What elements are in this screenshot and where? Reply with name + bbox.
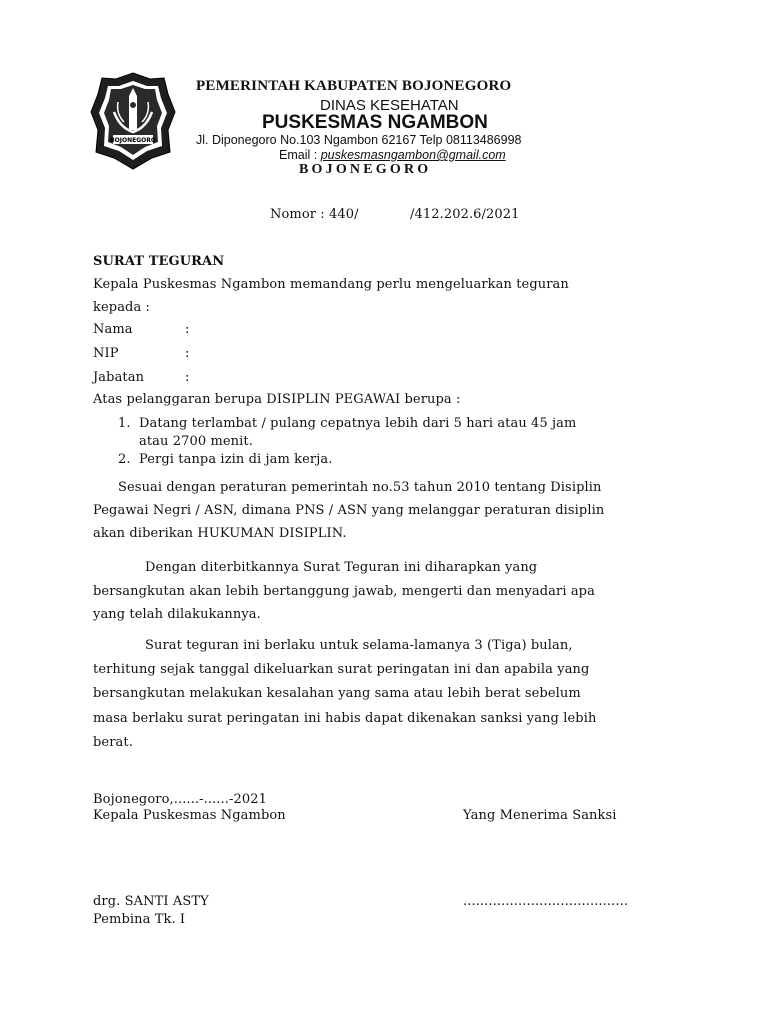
field-label-jabatan: Jabatan	[93, 370, 145, 385]
field-separator: :	[185, 322, 190, 337]
field-separator: :	[185, 370, 190, 385]
kop-department-title: DINAS KESEHATAN	[320, 97, 459, 114]
intro-line-1: Kepala Puskesmas Ngambon memandang perlu mengeluarkan teguran	[93, 277, 569, 292]
kop-city: BOJONEGORO	[299, 162, 432, 177]
bojonegoro-regency-emblem-icon	[90, 72, 176, 170]
email-link[interactable]: puskesmasngambon@gmail.com	[320, 148, 506, 162]
recipient-title: Yang Menerima Sanksi	[463, 808, 617, 823]
para3-line-1: Surat teguran ini berlaku untuk selama-lamanya 3 (Tiga) bulan,	[145, 638, 573, 653]
kop-address: Jl. Diponegoro No.103 Ngambon 62167 Telp 08113486998	[196, 133, 522, 147]
signer-title: Kepala Puskesmas Ngambon	[93, 808, 286, 823]
field-separator: :	[185, 346, 190, 361]
para1-line-2: Pegawai Negri / ASN, dimana PNS / ASN yang melanggar peraturan disiplin	[93, 503, 605, 518]
violation-number: 2.	[118, 452, 131, 467]
para2-line-1: Dengan diterbitkannya Surat Teguran ini diharapkan yang	[145, 560, 538, 575]
para1-line-1: Sesuai dengan peraturan pemerintah no.53 tahun 2010 tentang Disiplin	[118, 480, 602, 495]
para2-line-2: bersangkutan akan lebih bertanggung jawab, mengerti dan menyadari apa	[93, 584, 595, 599]
signer-rank: Pembina Tk. I	[93, 912, 186, 927]
para3-line-5: berat.	[93, 735, 133, 750]
kop-email-line	[279, 148, 506, 162]
field-label-nama: Nama	[93, 322, 133, 337]
intro-line-2: kepada :	[93, 300, 151, 315]
email-label: Email :	[279, 148, 321, 162]
letter-number-suffix: /412.202.6/2021	[410, 207, 520, 222]
violation-intro: Atas pelanggaran berupa DISIPLIN PEGAWAI berupa :	[93, 392, 461, 407]
para1-line-3: akan diberikan HUKUMAN DISIPLIN.	[93, 526, 347, 541]
para3-line-4: masa berlaku surat peringatan ini habis dapat dikenakan sanksi yang lebih	[93, 711, 597, 726]
para3-line-2: terhitung sejak tanggal dikeluarkan surat peringatan ini dan apabila yang	[93, 662, 590, 677]
letter-title: SURAT TEGURAN	[93, 254, 225, 269]
violation-number: 1.	[118, 416, 131, 431]
para3-line-3: bersangkutan melakukan kesalahan yang sama atau lebih berat sebelum	[93, 686, 581, 701]
violation-1-line-2: atau 2700 menit.	[139, 434, 253, 449]
kop-government-title: PEMERINTAH KABUPATEN BOJONEGORO	[196, 78, 512, 94]
violation-1-line-1: Datang terlambat / pulang cepatnya lebih dari 5 hari atau 45 jam	[139, 416, 577, 431]
field-label-nip: NIP	[93, 346, 119, 361]
kop-institution-title: PUSKESMAS NGAMBON	[262, 112, 488, 133]
para2-line-3: yang telah dilakukannya.	[93, 607, 261, 622]
emblem-label: BOJONEGORO	[110, 137, 156, 144]
signer-name: drg. SANTI ASTY	[93, 894, 209, 909]
letter-number-label: Nomor : 440/	[270, 207, 359, 222]
violation-2-line-1: Pergi tanpa izin di jam kerja.	[139, 452, 333, 467]
place-date: Bojonegoro,......-......-2021	[93, 792, 267, 807]
recipient-signature-line: .......................................	[463, 894, 629, 909]
